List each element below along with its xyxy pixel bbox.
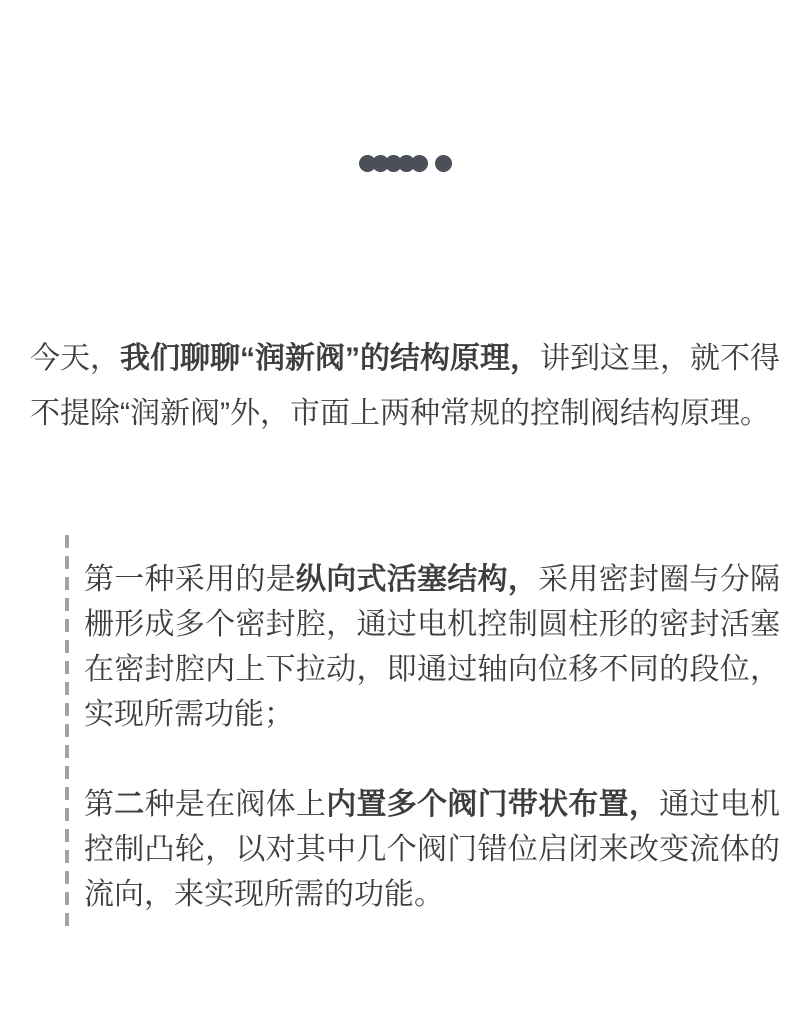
dashed-left-border [65, 535, 69, 933]
text-run: 讲到这里，就不得不提除“润新阀”外，市面上两种常规的控制阀结构原理。 [30, 342, 780, 430]
bold-text-run: 二 [114, 788, 145, 821]
dots-separator [0, 155, 810, 172]
dot-icon [411, 155, 428, 172]
bold-text-run: 我们聊聊“润新阀”的结构原理， [120, 342, 540, 375]
bold-text-run: 内置多个阀门带状布置， [326, 788, 660, 821]
text-run: 采用密封圈与分隔栅形成多个密封腔，通过电机控制圆柱形的密封活塞在密封腔内上下拉动，即通过轴向位移不同的段位，实现所需功能； [84, 563, 781, 731]
text-run: 种是在阀体上 [144, 788, 327, 821]
intro-paragraph [30, 331, 780, 441]
text-run: 通过电机控制凸轮，以对其中几个阀门错位启闭来改变流体的流向，来实现所需的功能。 [84, 788, 781, 911]
dot-icon [435, 155, 452, 172]
text-run: 第 [84, 788, 115, 821]
dot-group [435, 155, 452, 172]
dot-group [359, 155, 428, 172]
text-run: 第一种采用的是 [84, 563, 296, 596]
text-run: 今天， [30, 342, 120, 375]
quote-paragraph-2 [84, 782, 780, 917]
quote-block [65, 535, 780, 933]
quote-paragraph-1 [84, 557, 780, 737]
bold-text-run: 纵向式活塞结构， [295, 563, 539, 596]
